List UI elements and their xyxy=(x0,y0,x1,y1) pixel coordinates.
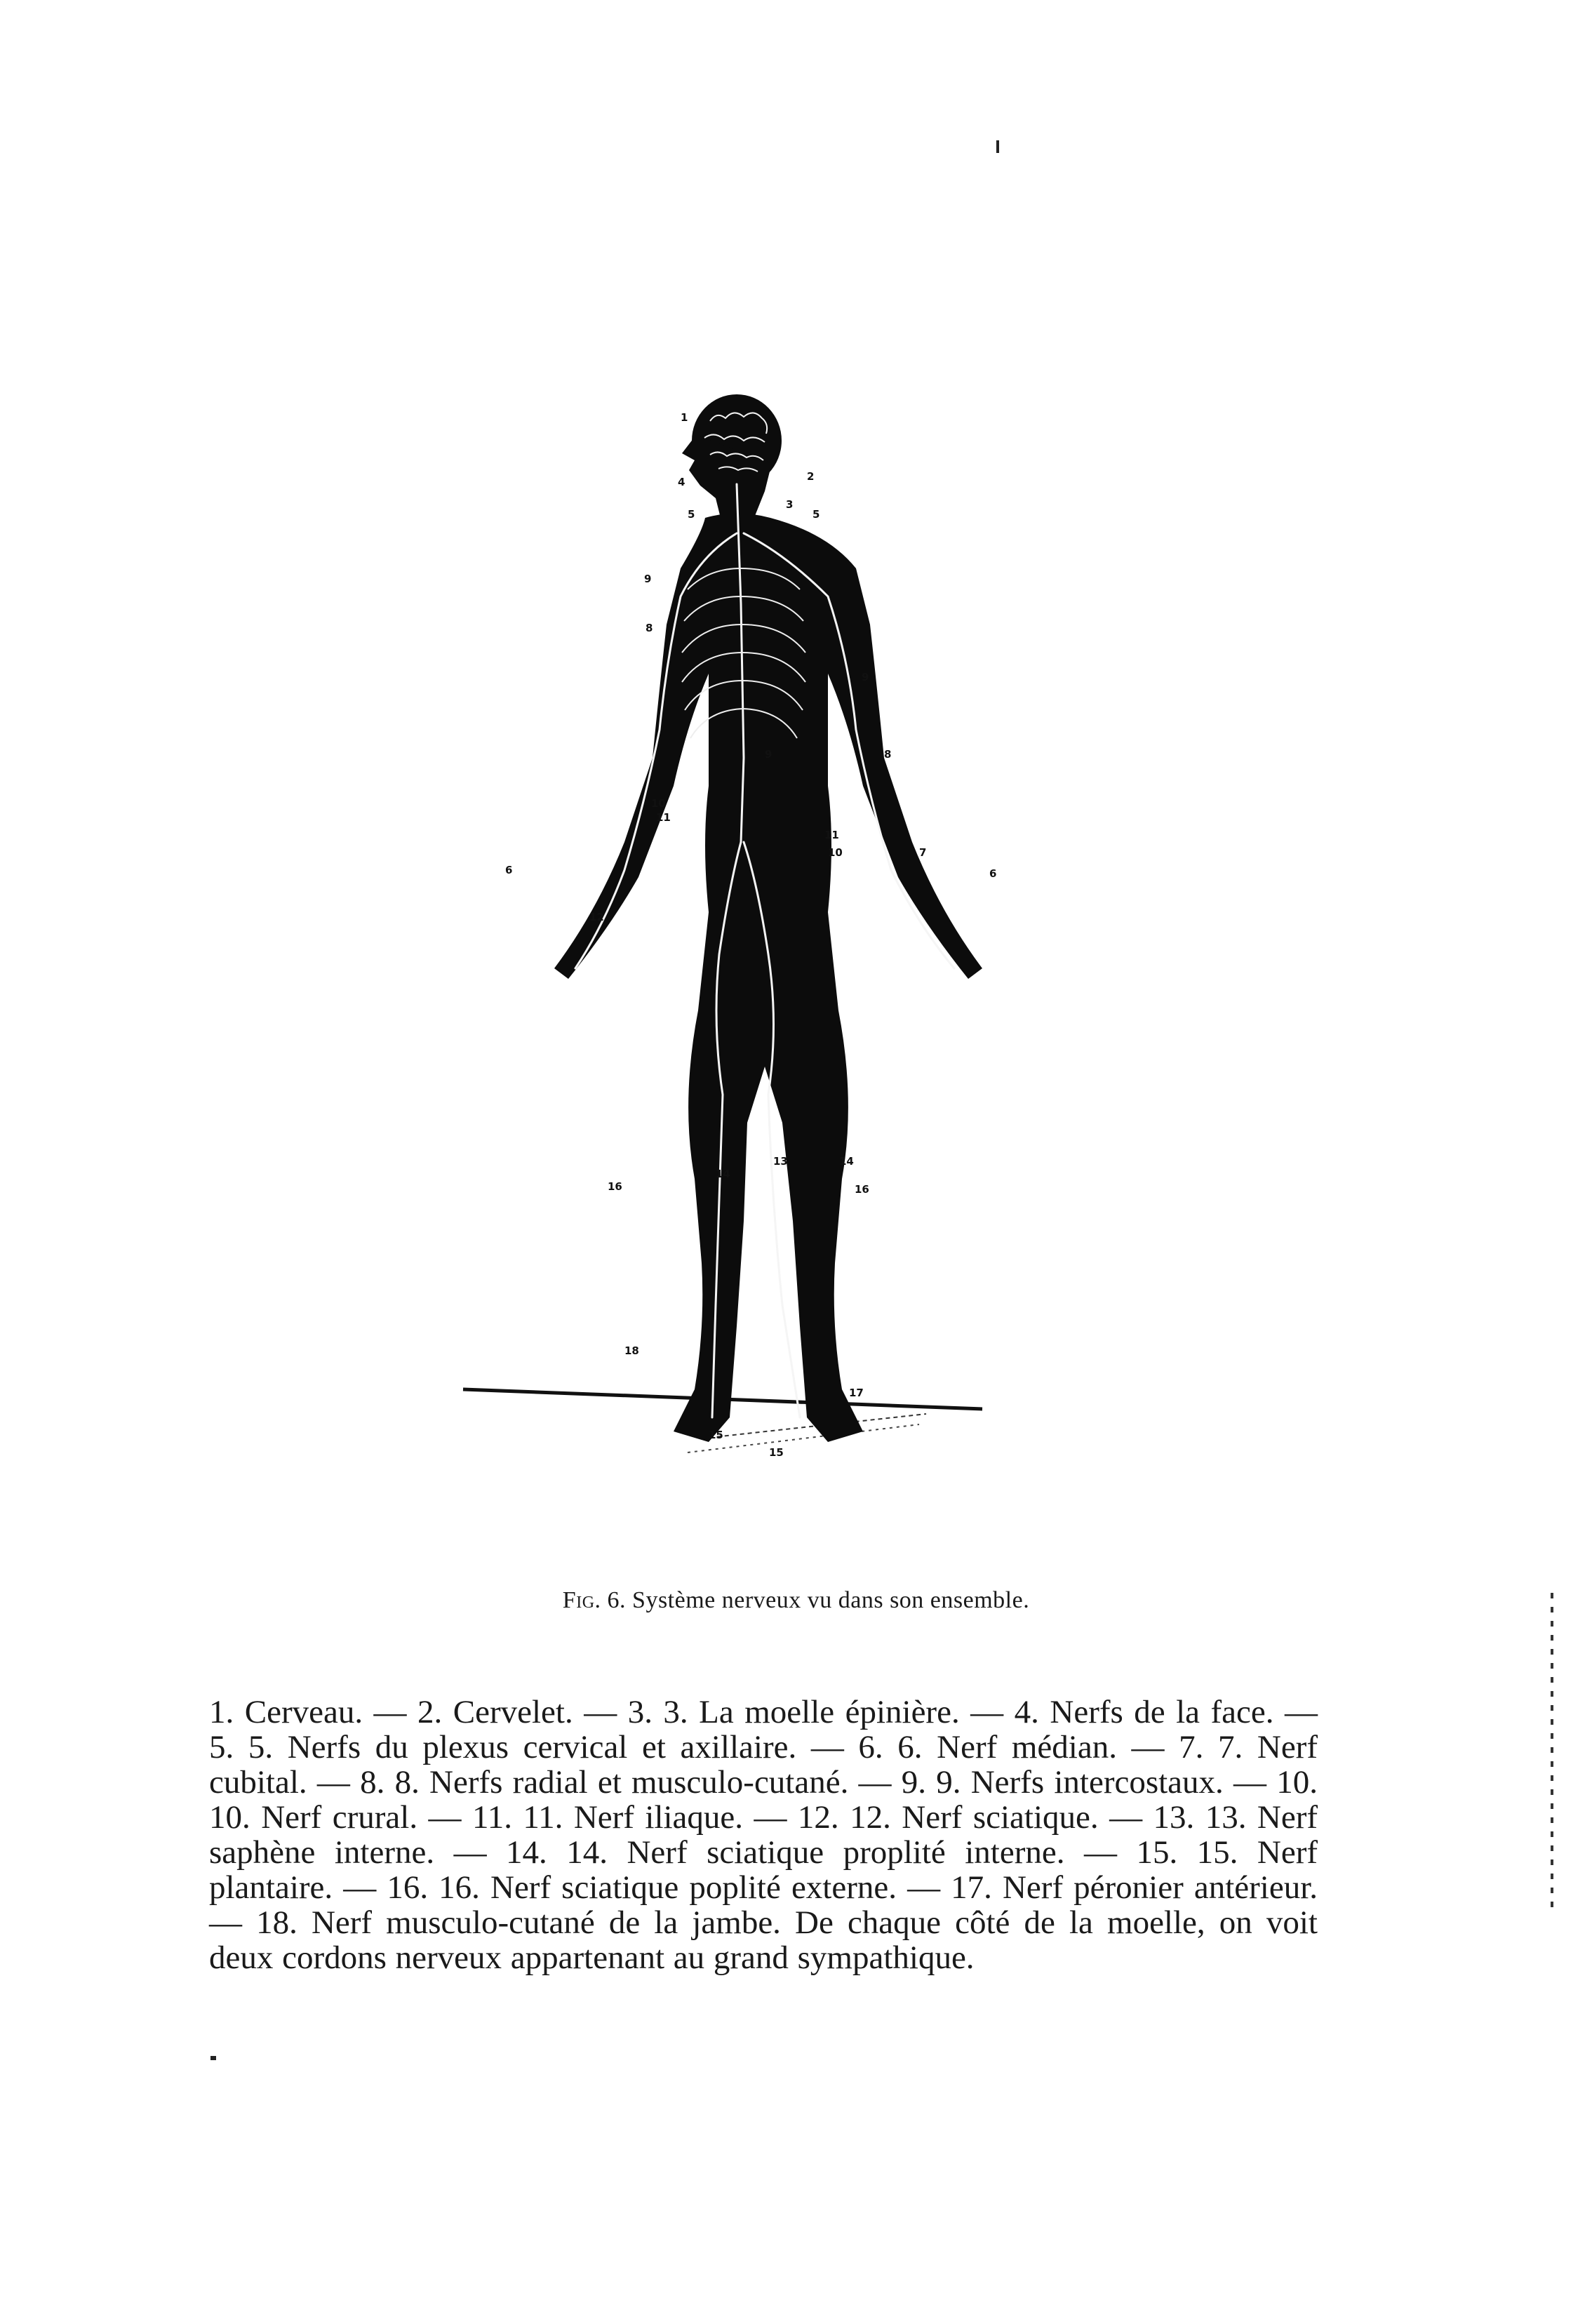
svg-text:14: 14 xyxy=(839,1155,854,1168)
ink-speck xyxy=(996,140,999,153)
svg-text:18: 18 xyxy=(624,1344,639,1357)
svg-text:3: 3 xyxy=(786,498,794,511)
svg-text:12: 12 xyxy=(589,911,604,923)
ink-speck xyxy=(210,2056,216,2060)
svg-text:14: 14 xyxy=(716,1168,730,1180)
svg-text:4: 4 xyxy=(678,476,685,488)
figure-caption xyxy=(0,1587,1592,1614)
svg-text:9: 9 xyxy=(765,748,772,761)
svg-text:6: 6 xyxy=(989,867,997,880)
svg-text:15: 15 xyxy=(769,1446,784,1459)
svg-text:16: 16 xyxy=(855,1183,869,1196)
svg-text:1: 1 xyxy=(681,411,688,424)
svg-text:11: 11 xyxy=(656,811,671,824)
svg-text:6: 6 xyxy=(505,864,513,876)
margin-mark xyxy=(1551,1593,1553,1916)
svg-text:5: 5 xyxy=(812,508,820,521)
nervous-system-figure xyxy=(435,393,1038,1488)
svg-text:7: 7 xyxy=(919,846,927,859)
svg-text:10: 10 xyxy=(651,797,666,810)
svg-text:13: 13 xyxy=(773,1155,788,1168)
svg-text:8: 8 xyxy=(884,748,892,761)
figure-legend: 1. Cerveau. — 2. Cervelet. — 3. 3. La moelle épinière. — 4. Nerfs de la face. — 5. 5. Nerfs du plexus cervical et axillaire. — 6. 6. Nerf médian. — 7. 7. Nerf cubital. — 8. 8. Nerfs radial et musculo-cutané. — 9. 9. Nerfs intercostaux. — 10. 10. Nerf crural. — 11. 11. Nerf iliaque. — 12. 12. Nerf sciatique. — 13. 13. Nerf saphène interne. — 14. 14. Nerf sciatique proplité interne. — 15. 15. Nerf plantaire. — 16. 16. Nerf sciatique poplité externe. — 17. Nerf péronier antérieur. — 18. Nerf musculo-cutané de la jambe. De chaque côté de la moelle, on voit deux cordons nerveux appartenant au grand sympathique. xyxy=(209,1694,1318,1976)
svg-text:8: 8 xyxy=(646,622,653,634)
svg-text:17: 17 xyxy=(849,1387,864,1399)
svg-text:16: 16 xyxy=(608,1180,622,1193)
svg-text:10: 10 xyxy=(828,846,843,859)
svg-text:11: 11 xyxy=(824,829,839,841)
figure-number: Fig. 6. xyxy=(562,1587,627,1613)
svg-text:5: 5 xyxy=(688,508,695,521)
svg-text:9: 9 xyxy=(644,573,652,585)
caption-text: Système nerveux vu dans son ensemble. xyxy=(632,1587,1030,1613)
svg-text:9: 9 xyxy=(862,671,869,683)
svg-text:15: 15 xyxy=(709,1429,723,1441)
svg-text:2: 2 xyxy=(807,470,815,483)
nervous-system-illustration xyxy=(435,393,1038,1488)
